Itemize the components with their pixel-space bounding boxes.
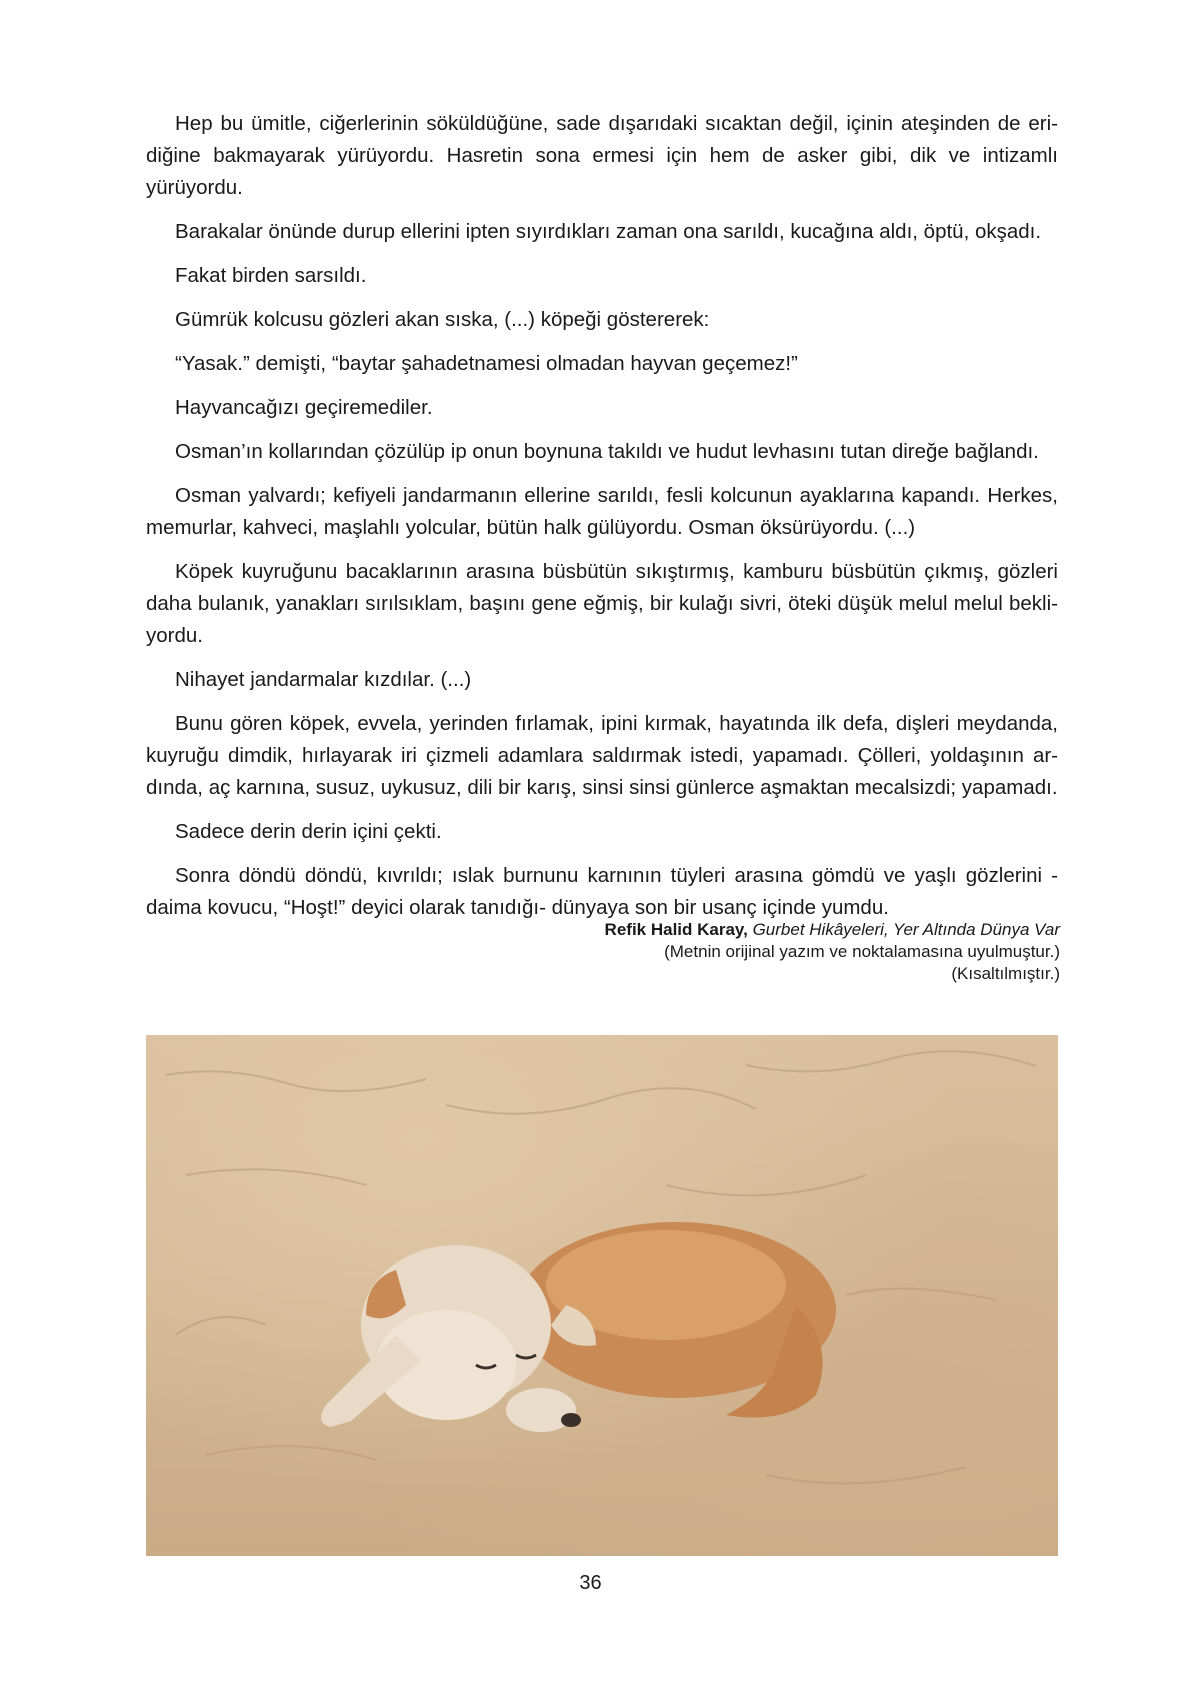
citation-source [360, 919, 1060, 941]
paragraph: Bunu gören köpek, evvela, yerinden fırlamak, ipini kırmak, hayatında ilk defa, dişleri meydanda, kuyruğu dimdik, hırlayarak iri çizmeli adamlara saldırmak istedi, yapamadı. Çölleri, yoldaşının ardında, aç karnına, susuz, uykusuz, dili bir karış, sinsi sinsi günlerce aşmaktan mecalsizdi; yapamadı. [146, 712, 1058, 799]
citation-author: Refik Halid Karay, [604, 920, 748, 939]
paragraph: Sadece derin derin içini çekti. [175, 820, 442, 843]
paragraph: Nihayet jandarmalar kızdılar. (...) [175, 668, 472, 691]
dog-shape [321, 1222, 836, 1432]
paragraph: Köpek kuyruğunu bacaklarının arasına büsbütün sıkıştırmış, kamburu büsbütün çıkmış, gözleri daha bulanık, yanakları sırılsıklam, başını gene eğmiş, bir kulağı sivri, öteki düşük melul melul bekliyordu. [146, 560, 1058, 647]
paragraph: Barakalar önünde durup ellerini ipten sıyırdıkları zaman ona sarıldı, kucağına aldı, öptü, okşadı. [175, 220, 1042, 243]
dog-illustration [146, 1035, 1058, 1556]
story-text [146, 108, 1058, 936]
page-number: 36 [579, 1572, 602, 1594]
paragraph: Osman’ın kollarından çözülüp ip onun boynuna takıldı ve hudut levhasını tutan direğe bağlandı. [175, 440, 1039, 463]
citation-note-spelling: (Metnin orijinal yazım ve noktalamasına uyulmuştur.) [664, 942, 1060, 961]
paragraph: Gümrük kolcusu gözleri akan sıska, (...) köpeği göstererek: [175, 308, 710, 331]
paragraph: “Yasak.” demişti, “baytar şahadetnamesi olmadan hayvan geçemez!” [175, 352, 798, 375]
paragraph: Hep bu ümitle, ciğerlerinin söküldüğüne, sade dışarıdaki sıcaktan değil, içinin ateşinden de eridiğine bakmayarak yürüyordu. Hasretin sona ermesi için hem de asker gibi, dik ve intizamlı yürüyordu. [146, 112, 1058, 199]
citation-note-abridged: (Kısaltılmıştır.) [951, 964, 1060, 983]
paragraph: Hayvancağızı geçiremediler. [175, 396, 433, 419]
paragraph: Osman yalvardı; kefiyeli jandarmanın ellerine sarıldı, fesli kolcunun ayaklarına kapandı. Herkes, memurlar, kahveci, maşlahlı yolcular, bütün halk gülüyordu. Osman öksürüyordu. (...) [146, 484, 1058, 539]
paragraph: Fakat birden sarsıldı. [175, 264, 367, 287]
paragraph: Sonra döndü döndü, kıvrıldı; ıslak burnunu karnının tüyleri arasına gömdü ve yaşlı gözlerini -daima kovucu, “Hoşt!” deyici olarak tanıdığı- dünyaya son bir usanç içinde yumdu. [146, 864, 1058, 919]
citation [360, 919, 1060, 985]
dog-on-sand-photo [146, 1035, 1058, 1556]
citation-work: Gurbet Hikâyeleri, Yer Altında Dünya Var [752, 920, 1060, 939]
